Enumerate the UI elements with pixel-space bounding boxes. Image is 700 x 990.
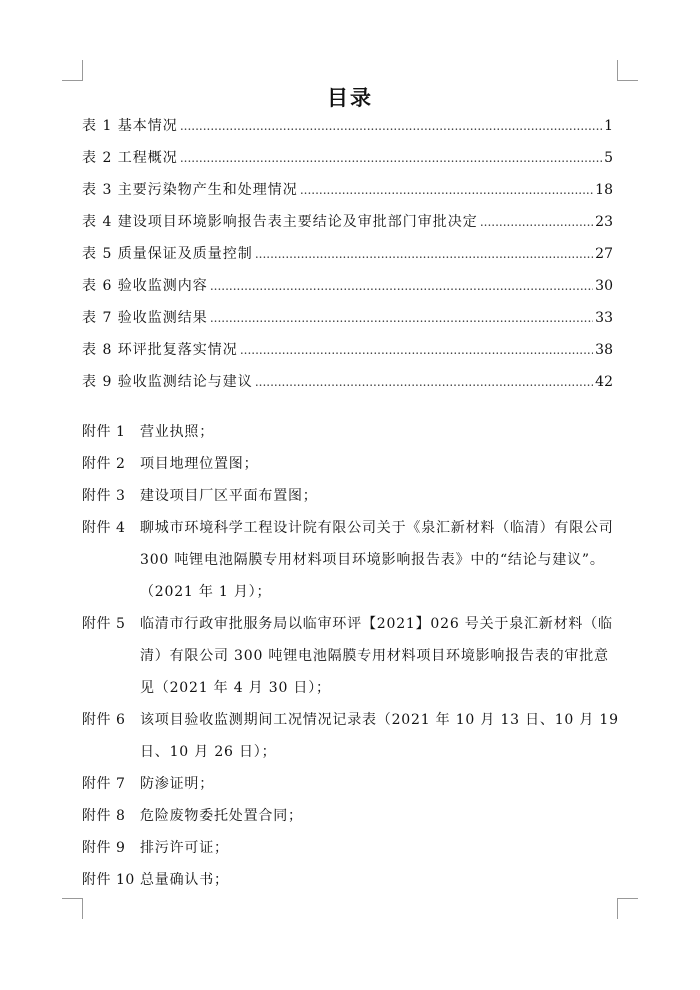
attachment-number: 附件 9 [82,840,126,856]
crop-mark-bottom-left [62,898,83,919]
attachment-number: 附件 5 [82,616,126,632]
toc-entry-page: 23 [595,214,613,230]
attachment-number: 附件 1 [82,424,126,440]
toc-entry-label: 表 9 验收监测结论与建议 [82,374,253,390]
attachment-text: 该项目验收监测期间工况情况记录表（2021 年 10 月 13 日、10 月 19 日、10 月 26 日）； [140,712,619,760]
attachment-text: 临清市行政审批服务局以临审环评【2021】026 号关于泉汇新材料（临清）有限公司 300 吨锂电池隔膜专用材料项目环境影响报告表的审批意见（2021 年 4 月 30 日）； [140,616,613,696]
attachments-list [82,416,622,896]
crop-mark-bottom-right [617,898,638,919]
attachment-item [82,832,622,864]
toc-entry[interactable] [82,206,613,238]
toc-entry-label: 表 6 验收监测内容 [82,278,208,294]
toc-entry-page: 30 [595,278,613,294]
crop-mark-top-left [62,60,83,81]
toc-entry[interactable] [82,174,613,206]
toc-leader-dots [300,174,593,206]
toc-entry[interactable] [82,334,613,366]
toc-entry[interactable] [82,142,613,174]
attachment-item [82,416,622,448]
attachment-item [82,448,622,480]
attachment-item [82,512,622,608]
attachment-number: 附件 4 [82,520,126,536]
attachment-text: 危险废物委托处置合同； [140,808,303,824]
toc-leader-dots [210,270,593,302]
toc-leader-dots [210,302,593,334]
attachment-text: 项目地理位置图； [140,456,259,472]
toc-entry[interactable] [82,270,613,302]
toc-entry-page: 1 [604,118,613,134]
toc-leader-dots [480,206,593,238]
toc-leader-dots [180,110,602,142]
toc-entry-page: 27 [595,246,613,262]
toc-leader-dots [255,366,593,398]
attachment-number: 附件 6 [82,712,126,728]
toc-entry-label: 表 4 建设项目环境影响报告表主要结论及审批部门审批决定 [82,214,478,230]
toc-entry[interactable] [82,238,613,270]
attachment-number: 附件 10 [82,872,135,888]
attachment-number: 附件 7 [82,776,126,792]
attachment-number: 附件 2 [82,456,126,472]
toc-entry-label: 表 2 工程概况 [82,150,178,166]
attachment-text: 防渗证明； [140,776,214,792]
toc-leader-dots [240,334,593,366]
page-title: 目录 [327,85,373,110]
toc-entry-label: 表 5 质量保证及质量控制 [82,246,253,262]
toc-entry-label: 表 1 基本情况 [82,118,178,134]
attachment-item [82,768,622,800]
toc-entry[interactable] [82,366,613,398]
attachment-text: 建设项目厂区平面布置图； [140,488,318,504]
toc-entry-page: 33 [595,310,613,326]
attachment-item [82,480,622,512]
attachment-item [82,864,622,896]
toc-entry-label: 表 7 验收监测结果 [82,310,208,326]
attachment-number: 附件 3 [82,488,126,504]
toc-leader-dots [255,238,593,270]
toc-entry[interactable] [82,302,613,334]
attachment-item [82,608,622,704]
toc-entry-label: 表 3 主要污染物产生和处理情况 [82,182,298,198]
toc-entry-page: 5 [604,150,613,166]
attachment-text: 排污许可证； [140,840,229,856]
table-of-contents [82,110,613,398]
attachment-item [82,704,622,768]
toc-leader-dots [180,142,602,174]
toc-entry-page: 38 [595,342,613,358]
attachment-number: 附件 8 [82,808,126,824]
attachment-text: 总量确认书； [140,872,229,888]
crop-mark-top-right [617,60,638,81]
attachment-item [82,800,622,832]
toc-entry-page: 18 [595,182,613,198]
attachment-text: 营业执照； [140,424,214,440]
toc-entry[interactable] [82,110,613,142]
toc-entry-page: 42 [595,374,613,390]
attachment-text: 聊城市环境科学工程设计院有限公司关于《泉汇新材料（临清）有限公司 300 吨锂电池隔膜专用材料项目环境影响报告表》中的“结论与建议”。（2021 年 1 月）； [140,520,614,600]
toc-entry-label: 表 8 环评批复落实情况 [82,342,238,358]
